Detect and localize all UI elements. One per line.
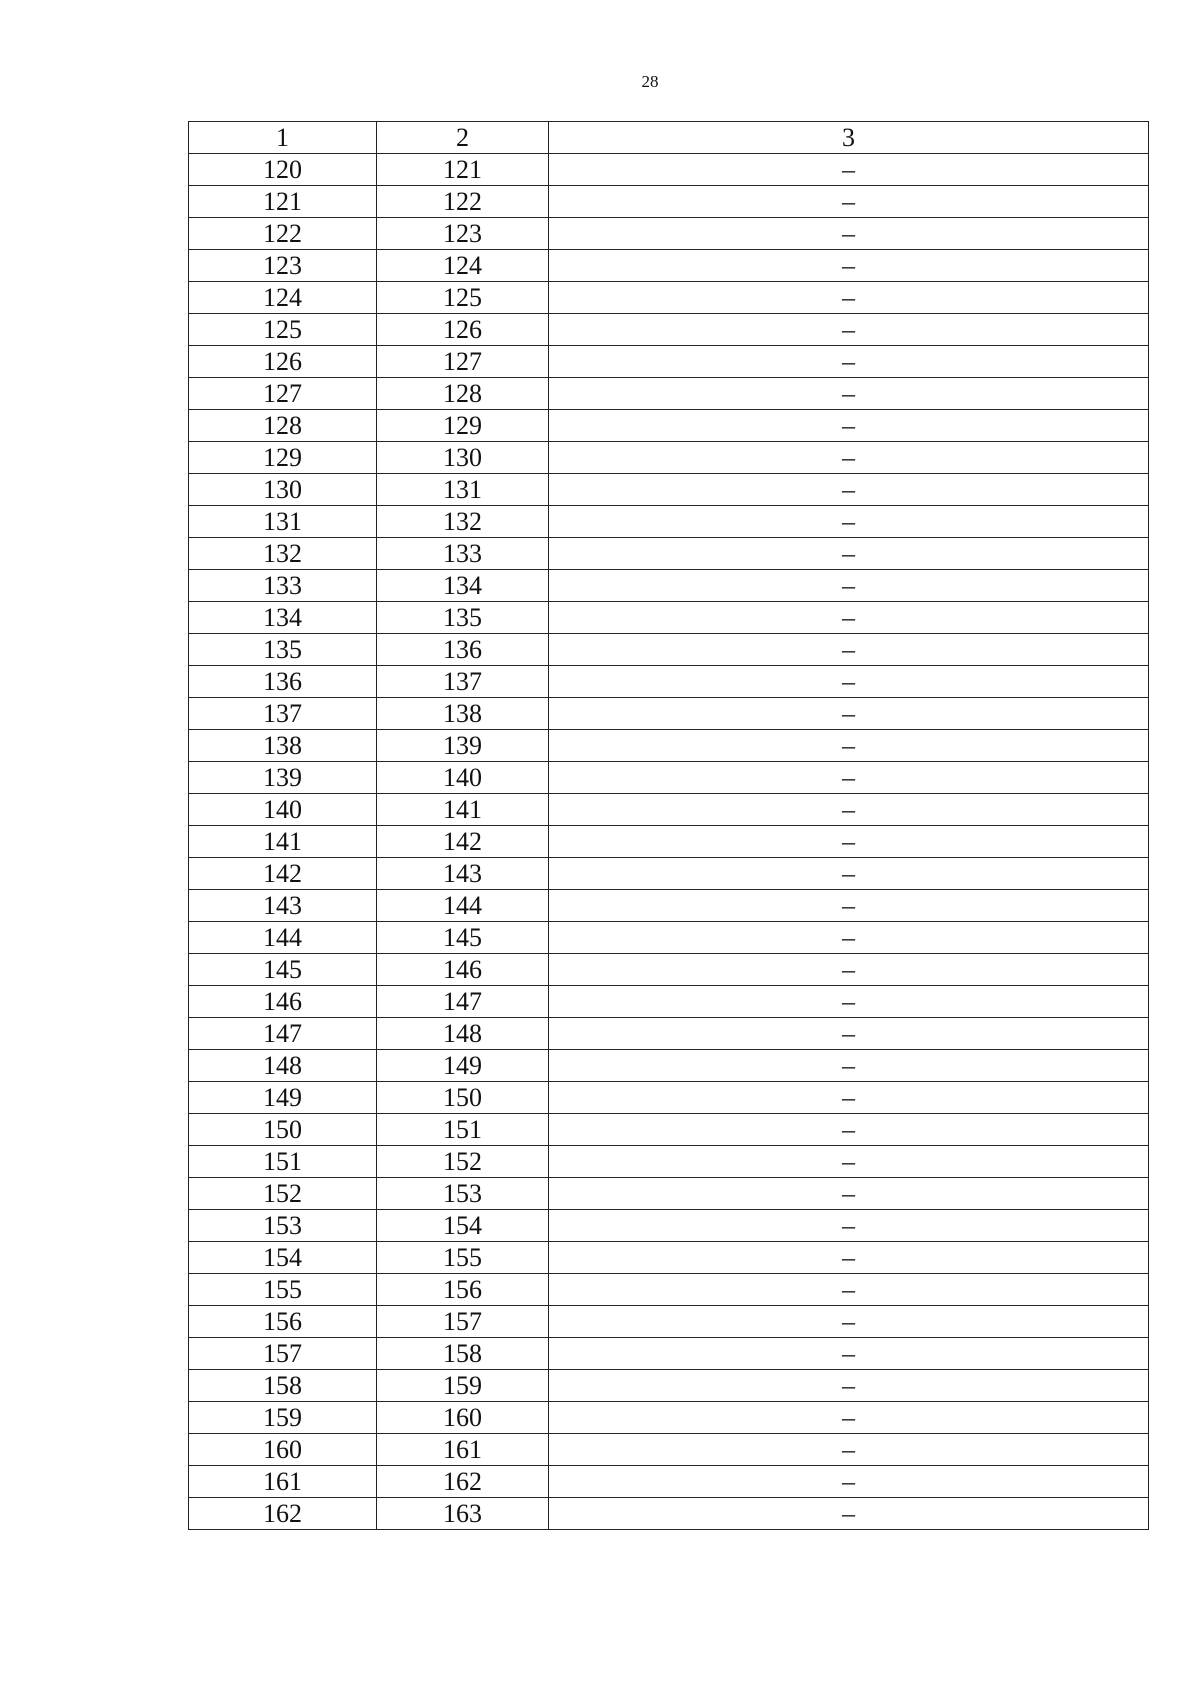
- table-cell-col-3: –: [549, 538, 1149, 570]
- table-cell-col-3: –: [549, 1178, 1149, 1210]
- table-cell-col-1: 156: [189, 1306, 377, 1338]
- table-cell-col-2: 138: [377, 698, 549, 730]
- table-row: [189, 826, 1149, 858]
- table-cell-col-3: –: [549, 602, 1149, 634]
- table-cell-col-3: –: [549, 186, 1149, 218]
- table-cell-col-3: –: [549, 1370, 1149, 1402]
- table-cell-col-3: –: [549, 890, 1149, 922]
- table-row: [189, 506, 1149, 538]
- table-cell-col-2: 131: [377, 474, 549, 506]
- table-cell-col-1: 159: [189, 1402, 377, 1434]
- table-cell-col-2: 137: [377, 666, 549, 698]
- table-row: [189, 698, 1149, 730]
- table-cell-col-1: 127: [189, 378, 377, 410]
- table-cell-col-1: 138: [189, 730, 377, 762]
- table-cell-col-1: 120: [189, 154, 377, 186]
- table-cell-col-2: 143: [377, 858, 549, 890]
- table-cell-col-3: –: [549, 506, 1149, 538]
- table-cell-col-2: 162: [377, 1466, 549, 1498]
- table-row: [189, 378, 1149, 410]
- table-row: [189, 282, 1149, 314]
- table-cell-col-1: 125: [189, 314, 377, 346]
- table-cell-col-3: –: [549, 794, 1149, 826]
- table-cell-col-1: 158: [189, 1370, 377, 1402]
- table-row: [189, 1082, 1149, 1114]
- table-cell-col-2: 141: [377, 794, 549, 826]
- table-cell-col-1: 122: [189, 218, 377, 250]
- table-cell-col-1: 123: [189, 250, 377, 282]
- table-cell-col-2: 134: [377, 570, 549, 602]
- table-row: [189, 1434, 1149, 1466]
- table-cell-col-1: 160: [189, 1434, 377, 1466]
- table-cell-col-1: 153: [189, 1210, 377, 1242]
- table-cell-col-2: 127: [377, 346, 549, 378]
- table-cell-col-2: 148: [377, 1018, 549, 1050]
- table-row: [189, 986, 1149, 1018]
- table-row: [189, 314, 1149, 346]
- table-row: [189, 1050, 1149, 1082]
- table-cell-col-3: –: [549, 730, 1149, 762]
- table-cell-col-2: 133: [377, 538, 549, 570]
- table-cell-col-2: 154: [377, 1210, 549, 1242]
- table-cell-col-2: 121: [377, 154, 549, 186]
- table-cell-col-2: 155: [377, 1242, 549, 1274]
- table-row: [189, 762, 1149, 794]
- table-cell-col-2: 139: [377, 730, 549, 762]
- table-cell-col-2: 128: [377, 378, 549, 410]
- table-cell-col-1: 143: [189, 890, 377, 922]
- table-row: [189, 602, 1149, 634]
- table-cell-col-2: 129: [377, 410, 549, 442]
- table-cell-col-2: 125: [377, 282, 549, 314]
- table-cell-col-1: 142: [189, 858, 377, 890]
- table-cell-col-2: 153: [377, 1178, 549, 1210]
- table-cell-col-1: 124: [189, 282, 377, 314]
- table-cell-col-2: 135: [377, 602, 549, 634]
- table-cell-col-1: 130: [189, 474, 377, 506]
- table-cell-col-1: 150: [189, 1114, 377, 1146]
- table-cell-col-2: 150: [377, 1082, 549, 1114]
- table-cell-col-2: 145: [377, 922, 549, 954]
- table-cell-col-2: 130: [377, 442, 549, 474]
- table-cell-col-3: –: [549, 346, 1149, 378]
- table-cell-col-3: –: [549, 474, 1149, 506]
- table-row: [189, 250, 1149, 282]
- table-row: [189, 1466, 1149, 1498]
- table-row: [189, 922, 1149, 954]
- table-cell-col-3: –: [549, 378, 1149, 410]
- column-header-1: 1: [189, 122, 377, 154]
- table-cell-col-1: 129: [189, 442, 377, 474]
- table-cell-col-3: –: [549, 634, 1149, 666]
- table-body: [189, 154, 1149, 1530]
- table-cell-col-2: 136: [377, 634, 549, 666]
- table-cell-col-3: –: [549, 1498, 1149, 1530]
- table-cell-col-1: 135: [189, 634, 377, 666]
- table-cell-col-2: 144: [377, 890, 549, 922]
- table-cell-col-2: 123: [377, 218, 549, 250]
- table-row: [189, 1146, 1149, 1178]
- table-cell-col-3: –: [549, 1434, 1149, 1466]
- table-row: [189, 442, 1149, 474]
- table-cell-col-3: –: [549, 1082, 1149, 1114]
- table-cell-col-3: –: [549, 154, 1149, 186]
- table-cell-col-2: 147: [377, 986, 549, 1018]
- table-cell-col-1: 137: [189, 698, 377, 730]
- table-row: [189, 1274, 1149, 1306]
- table-cell-col-3: –: [549, 1402, 1149, 1434]
- table-row: [189, 1402, 1149, 1434]
- table-cell-col-3: –: [549, 1274, 1149, 1306]
- table-cell-col-1: 146: [189, 986, 377, 1018]
- column-header-3: 3: [549, 122, 1149, 154]
- table-cell-col-3: –: [549, 666, 1149, 698]
- table-cell-col-1: 147: [189, 1018, 377, 1050]
- table-row: [189, 1210, 1149, 1242]
- table-cell-col-3: –: [549, 954, 1149, 986]
- table-row: [189, 570, 1149, 602]
- table-cell-col-2: 152: [377, 1146, 549, 1178]
- table-cell-col-3: –: [549, 570, 1149, 602]
- table-row: [189, 1338, 1149, 1370]
- table-cell-col-1: 145: [189, 954, 377, 986]
- table-row: [189, 346, 1149, 378]
- table-cell-col-2: 149: [377, 1050, 549, 1082]
- table-cell-col-3: –: [549, 1306, 1149, 1338]
- table-row: [189, 474, 1149, 506]
- table-row: [189, 1114, 1149, 1146]
- table-row: [189, 410, 1149, 442]
- table-cell-col-1: 133: [189, 570, 377, 602]
- table-cell-col-3: –: [549, 826, 1149, 858]
- table-cell-col-3: –: [549, 698, 1149, 730]
- table-cell-col-2: 151: [377, 1114, 549, 1146]
- table-cell-col-1: 132: [189, 538, 377, 570]
- table-cell-col-1: 148: [189, 1050, 377, 1082]
- table-cell-col-2: 158: [377, 1338, 549, 1370]
- table-cell-col-3: –: [549, 442, 1149, 474]
- table-row: [189, 634, 1149, 666]
- table-cell-col-2: 160: [377, 1402, 549, 1434]
- table-cell-col-2: 159: [377, 1370, 549, 1402]
- table-cell-col-1: 128: [189, 410, 377, 442]
- table-cell-col-3: –: [549, 1242, 1149, 1274]
- data-table: [188, 121, 1149, 1530]
- table-cell-col-1: 139: [189, 762, 377, 794]
- table-cell-col-2: 156: [377, 1274, 549, 1306]
- table-cell-col-3: –: [549, 922, 1149, 954]
- table-cell-col-1: 131: [189, 506, 377, 538]
- table-row: [189, 794, 1149, 826]
- table-row: [189, 890, 1149, 922]
- table-cell-col-1: 140: [189, 794, 377, 826]
- table-cell-col-2: 140: [377, 762, 549, 794]
- table-cell-col-3: –: [549, 282, 1149, 314]
- table-cell-col-1: 126: [189, 346, 377, 378]
- table-cell-col-3: –: [549, 858, 1149, 890]
- table-cell-col-1: 157: [189, 1338, 377, 1370]
- header-row: [189, 122, 1149, 154]
- table-cell-col-2: 146: [377, 954, 549, 986]
- table-cell-col-3: –: [549, 410, 1149, 442]
- table-cell-col-2: 163: [377, 1498, 549, 1530]
- table-cell-col-1: 134: [189, 602, 377, 634]
- table-cell-col-3: –: [549, 1050, 1149, 1082]
- table-cell-col-1: 144: [189, 922, 377, 954]
- table-row: [189, 666, 1149, 698]
- table-row: [189, 730, 1149, 762]
- table-row: [189, 1178, 1149, 1210]
- table-cell-col-1: 155: [189, 1274, 377, 1306]
- table-cell-col-3: –: [549, 250, 1149, 282]
- table-row: [189, 858, 1149, 890]
- table-row: [189, 1306, 1149, 1338]
- table-cell-col-3: –: [549, 1210, 1149, 1242]
- table-cell-col-3: –: [549, 986, 1149, 1018]
- table-row: [189, 1498, 1149, 1530]
- table-cell-col-3: –: [549, 1338, 1149, 1370]
- table-row: [189, 218, 1149, 250]
- table-row: [189, 954, 1149, 986]
- table-header: [189, 122, 1149, 154]
- table-cell-col-1: 149: [189, 1082, 377, 1114]
- table-cell-col-1: 121: [189, 186, 377, 218]
- table-row: [189, 1018, 1149, 1050]
- table-cell-col-2: 122: [377, 186, 549, 218]
- page-number: 28: [641, 72, 659, 91]
- table-cell-col-2: 132: [377, 506, 549, 538]
- table-cell-col-2: 126: [377, 314, 549, 346]
- table-cell-col-1: 161: [189, 1466, 377, 1498]
- table-cell-col-2: 124: [377, 250, 549, 282]
- table-cell-col-1: 162: [189, 1498, 377, 1530]
- table-cell-col-2: 157: [377, 1306, 549, 1338]
- table-cell-col-3: –: [549, 1466, 1149, 1498]
- table-cell-col-2: 161: [377, 1434, 549, 1466]
- table-cell-col-2: 142: [377, 826, 549, 858]
- table-cell-col-1: 136: [189, 666, 377, 698]
- table-cell-col-1: 152: [189, 1178, 377, 1210]
- table-cell-col-1: 151: [189, 1146, 377, 1178]
- column-header-2: 2: [377, 122, 549, 154]
- table-cell-col-1: 154: [189, 1242, 377, 1274]
- table-row: [189, 154, 1149, 186]
- table-row: [189, 1370, 1149, 1402]
- table-row: [189, 186, 1149, 218]
- table-cell-col-1: 141: [189, 826, 377, 858]
- table-row: [189, 1242, 1149, 1274]
- table-cell-col-3: –: [549, 314, 1149, 346]
- table-cell-col-3: –: [549, 1018, 1149, 1050]
- table-cell-col-3: –: [549, 762, 1149, 794]
- table-cell-col-3: –: [549, 1146, 1149, 1178]
- table-cell-col-3: –: [549, 1114, 1149, 1146]
- table-row: [189, 538, 1149, 570]
- table-cell-col-3: –: [549, 218, 1149, 250]
